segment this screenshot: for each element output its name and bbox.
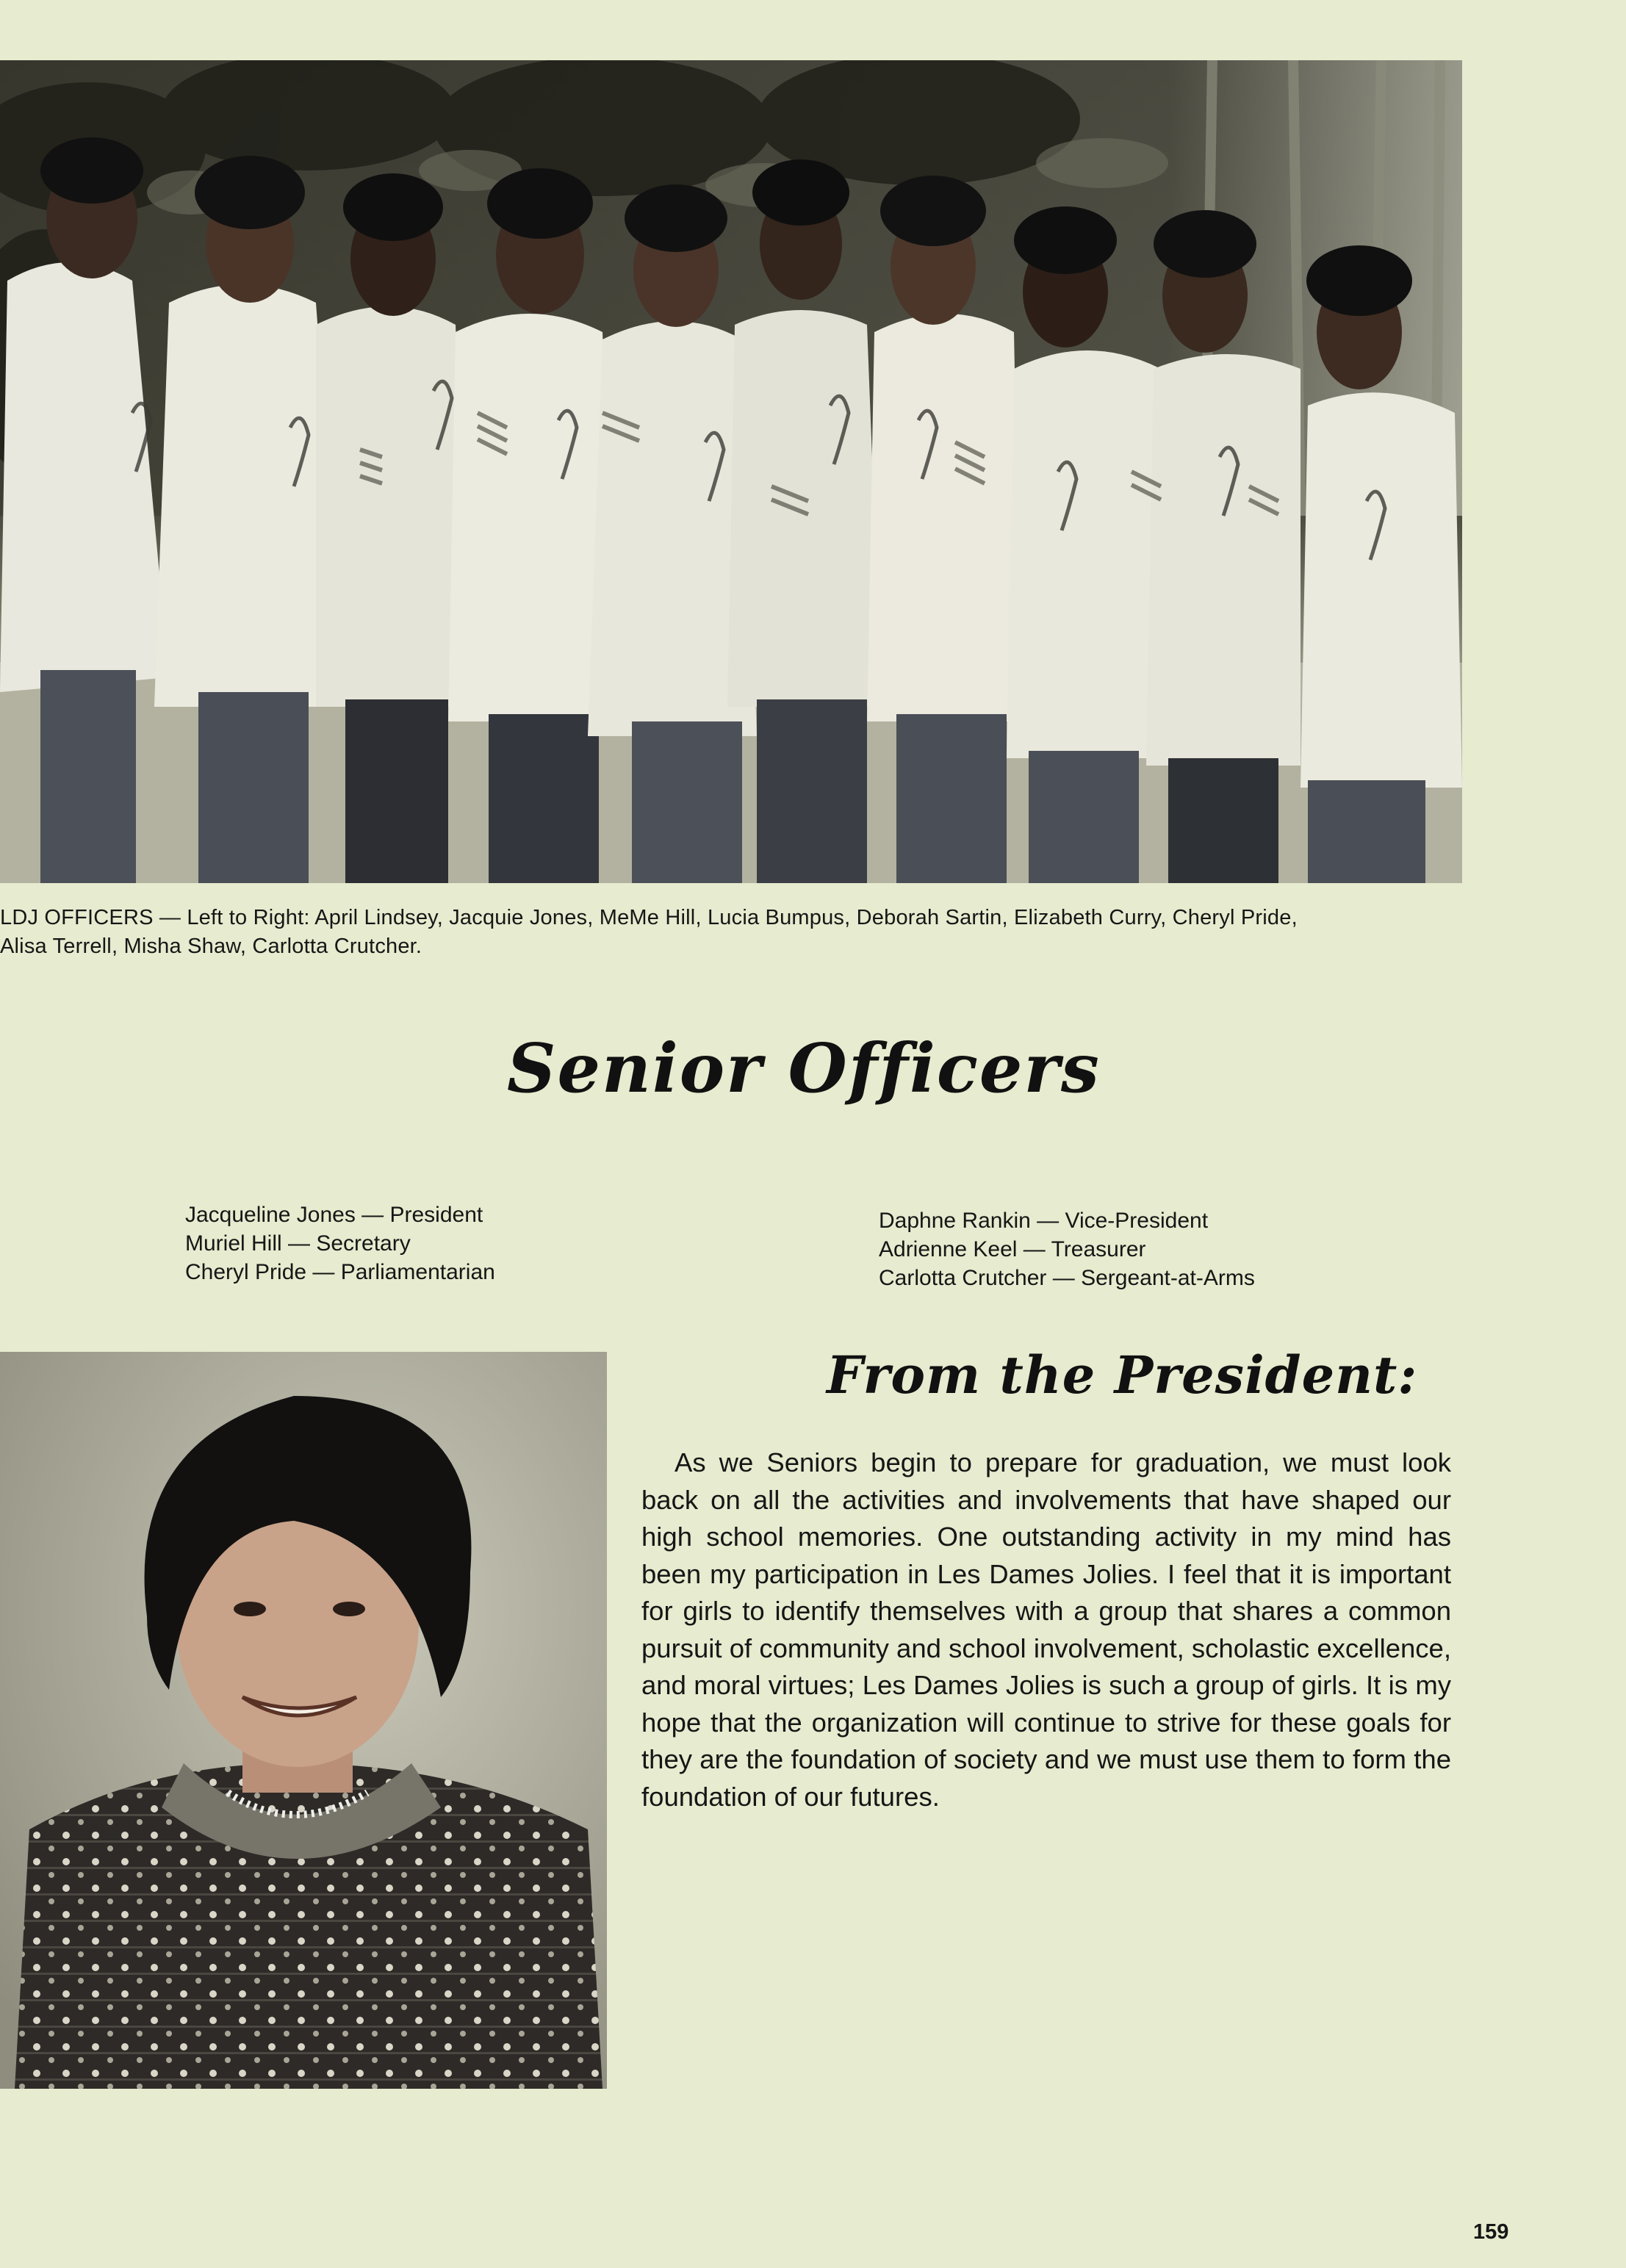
officer-entry: Daphne Rankin — Vice-President bbox=[879, 1209, 1209, 1233]
page-number: 159 bbox=[1473, 2220, 1509, 2244]
group-photo bbox=[0, 60, 1462, 883]
caption-line-2: Alisa Terrell, Misha Shaw, Carlotta Crutcher. bbox=[0, 935, 422, 958]
officer-entry: Jacqueline Jones — President bbox=[185, 1203, 483, 1227]
officers-list-left bbox=[185, 1200, 495, 1286]
group-photo-caption bbox=[0, 904, 1469, 961]
officer-entry: Cheryl Pride — Parliamentarian bbox=[185, 1260, 495, 1284]
officers-list-right bbox=[879, 1206, 1255, 1292]
president-message-title: From the President: bbox=[827, 1344, 1418, 1405]
officer-entry: Adrienne Keel — Treasurer bbox=[879, 1237, 1146, 1261]
officer-entry: Muriel Hill — Secretary bbox=[185, 1231, 411, 1256]
senior-officers-title: Senior Officers bbox=[507, 1029, 1101, 1108]
president-portrait-image bbox=[0, 1352, 607, 2089]
group-photo-image bbox=[0, 60, 1462, 883]
officer-entry: Carlotta Crutcher — Sergeant-at-Arms bbox=[879, 1266, 1255, 1290]
president-message-body: As we Seniors begin to prepare for graduation, we must look back on all the activities and involvements that have shaped our high school memories. One outstanding activity in my mind has been my participation in Les Dames Jolies. I feel that it is important for girls to identify themselves with a group that shares a common pursuit of community and school involvement, scholastic excellence, and moral virtues; Les Dames Jolies is such a group of girls. It is my hope that the organization will continue to strive for these goals for they are the foundation of society and we must use them to form the foundation of our futures. bbox=[641, 1447, 1451, 1812]
president-portrait bbox=[0, 1352, 607, 2089]
caption-line-1: LDJ OFFICERS — Left to Right: April Lindsey, Jacquie Jones, MeMe Hill, Lucia Bumpus, Deborah Sartin, Elizabeth Curry, Cheryl Pride, bbox=[0, 906, 1298, 929]
